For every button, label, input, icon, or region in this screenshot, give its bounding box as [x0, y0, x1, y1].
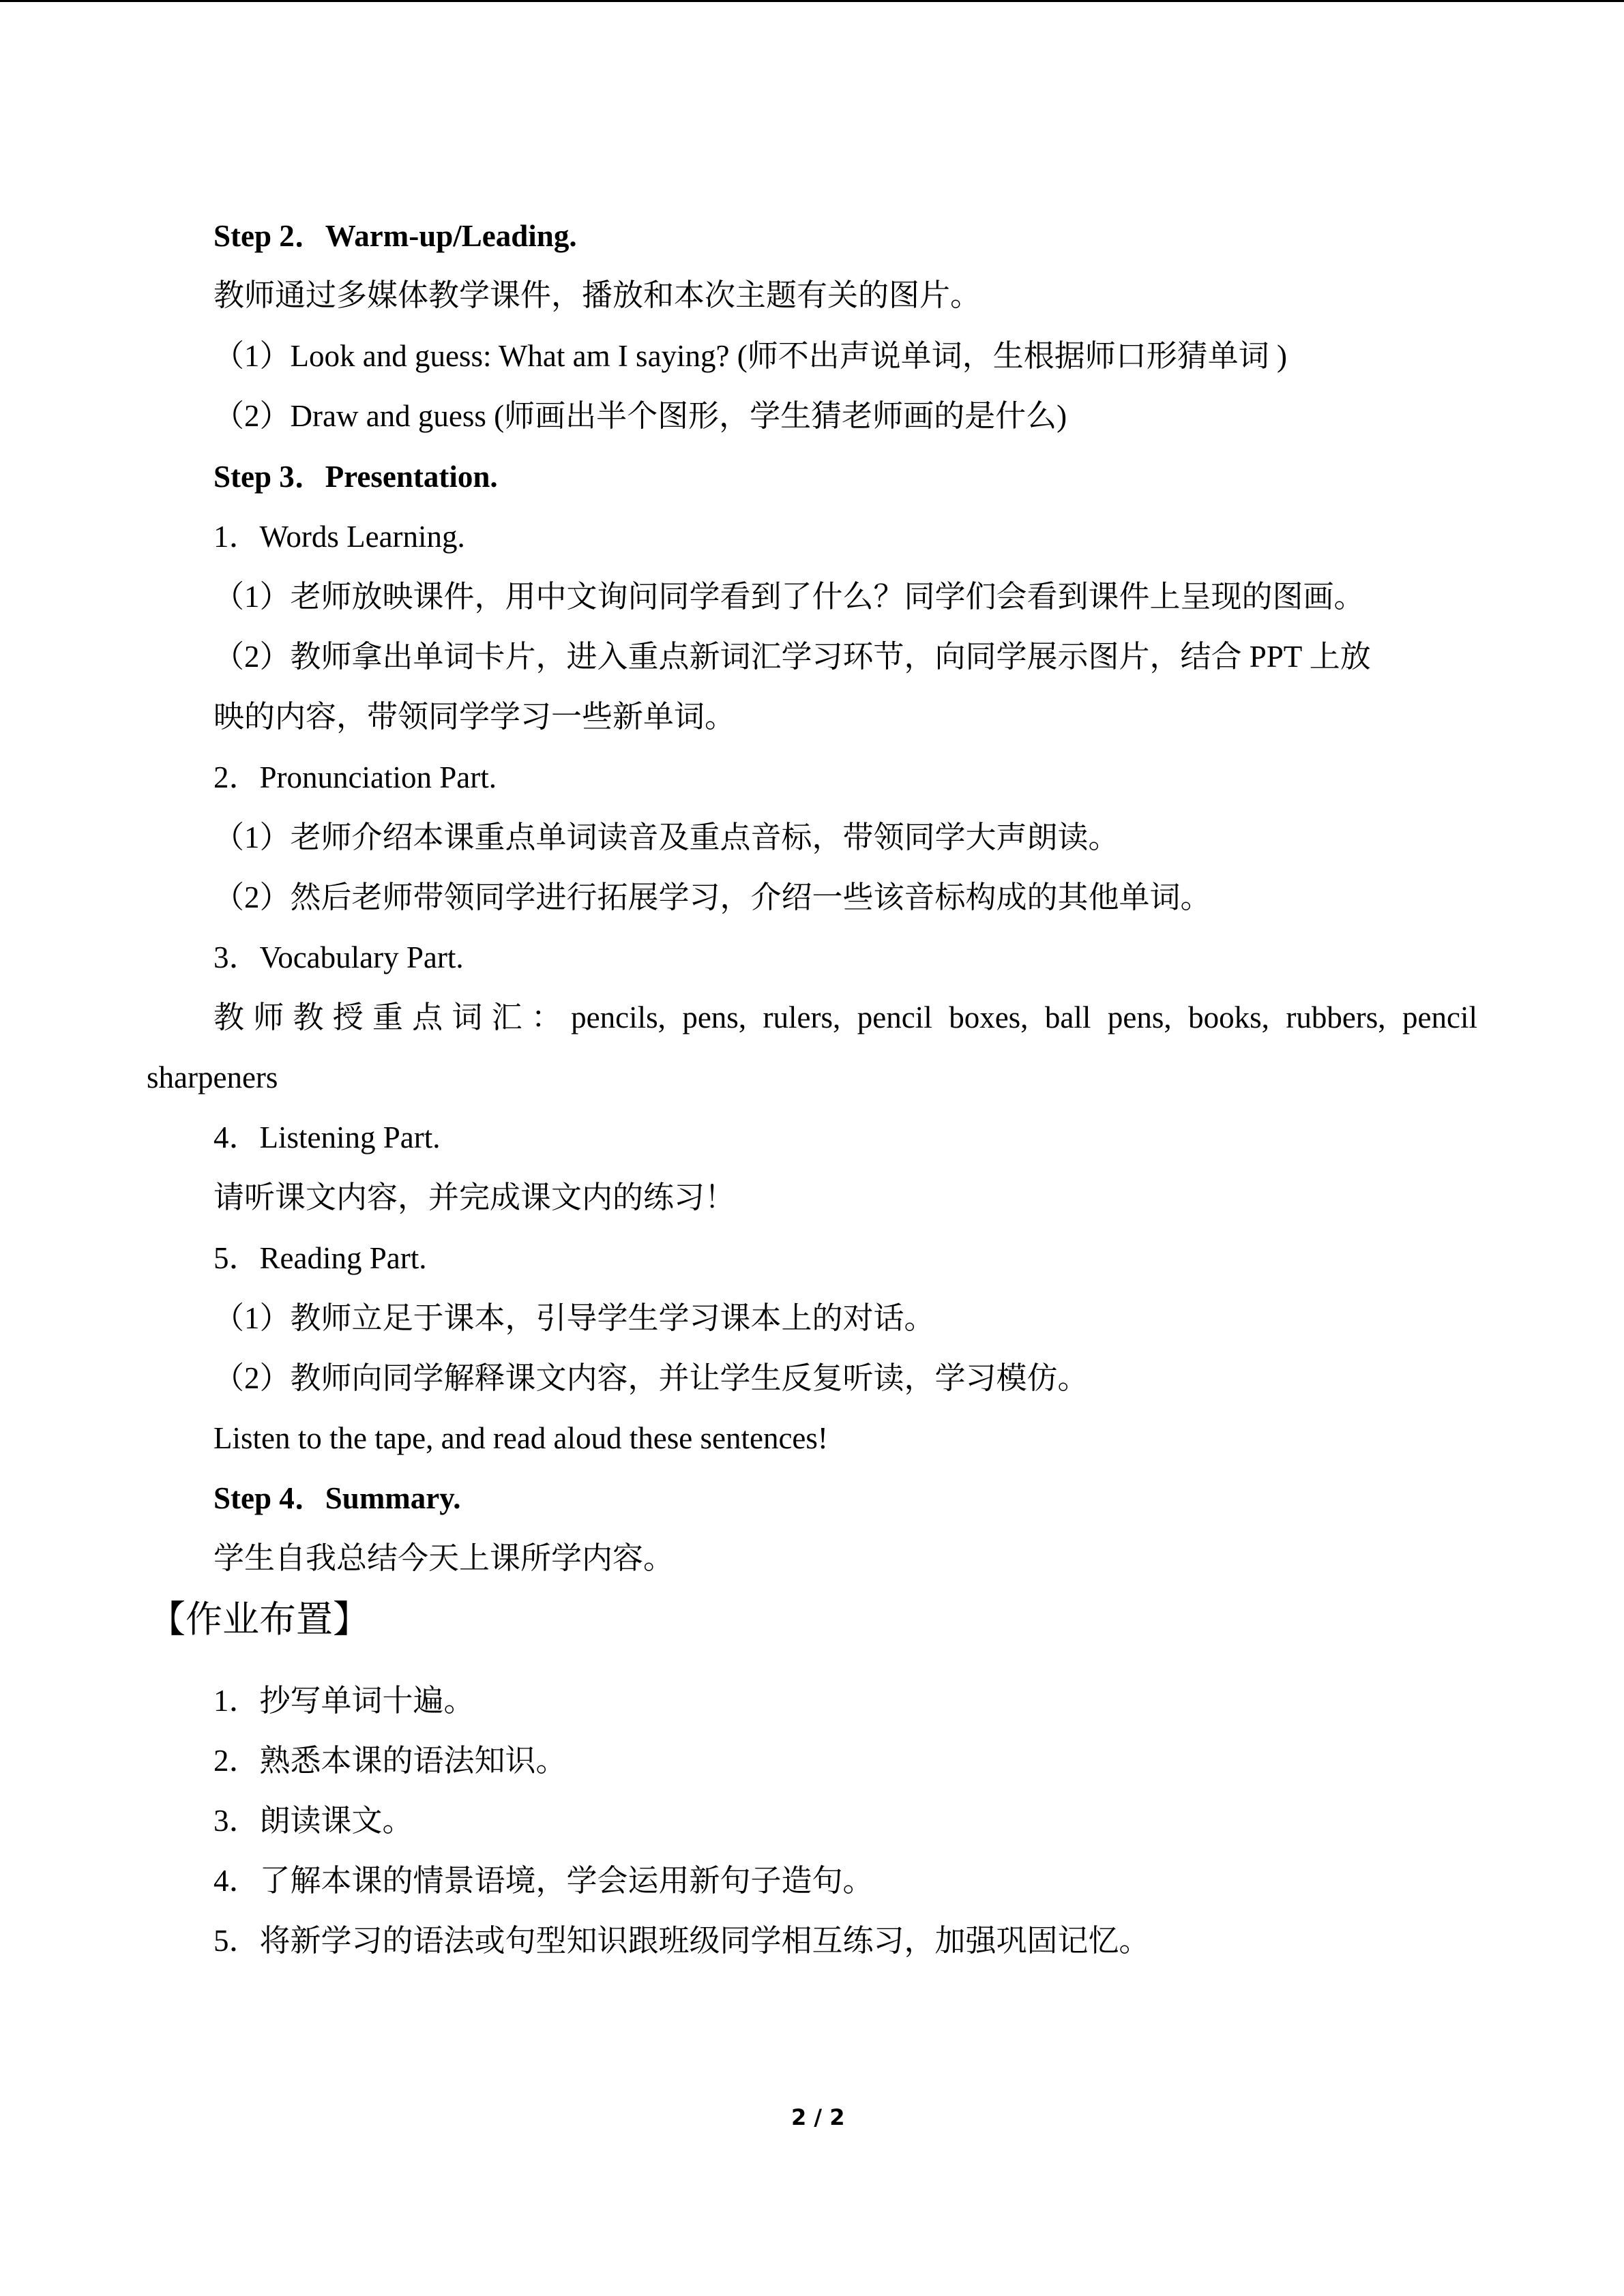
- page-number: 2 / 2: [791, 2104, 845, 2130]
- paragraph-line: 学生自我总结今天上课所学内容。: [213, 1541, 675, 1575]
- paragraph-line: （2）教师向同学解释课文内容，并让学生反复听读，学习模仿。: [213, 1361, 1089, 1395]
- subsection-heading: 1．Words Learning.: [213, 520, 465, 554]
- homework-item: 1．抄写单词十遍。: [213, 1684, 475, 1718]
- subsection-heading: 3．Vocabulary Part.: [213, 940, 464, 974]
- paragraph-line: （1）教师立足于课本，引导学生学习课本上的对话。: [213, 1301, 935, 1335]
- paragraph-line: Listen to the tape, and read aloud these sentences!: [213, 1421, 828, 1455]
- homework-item: 2．熟悉本课的语法知识。: [213, 1744, 567, 1778]
- homework-item: 3．朗读课文。: [213, 1804, 413, 1838]
- step-3-heading: Step 3．Presentation.: [213, 460, 498, 494]
- vocabulary-line: 教师教授重点词汇：pencils, pens, rulers, pencil boxes, ball pens, books, rubbers, pencil: [213, 1000, 1477, 1034]
- paragraph-line: （1）老师介绍本课重点单词读音及重点音标，带领同学大声朗读。: [213, 820, 1119, 854]
- paragraph-line: 请听课文内容，并完成课文内的练习！: [213, 1180, 736, 1214]
- paragraph-line: 映的内容，带领同学学习一些新单词。: [213, 700, 736, 734]
- paragraph-line: （2）然后老师带领同学进行拓展学习，介绍一些该音标构成的其他单词。: [213, 880, 1211, 914]
- homework-item: 5．将新学习的语法或句型知识跟班级同学相互练习，加强巩固记忆。: [213, 1924, 1150, 1958]
- subsection-heading: 2．Pronunciation Part.: [213, 760, 497, 794]
- paragraph-line: （2）Draw and guess (师画出半个图形，学生猜老师画的是什么): [213, 399, 1067, 433]
- paragraph-line: sharpeners: [147, 1060, 278, 1094]
- paragraph-line: （1）Look and guess: What am I saying? (师不出声说单词，生根据师口形猜单词 ): [213, 339, 1287, 373]
- step-4-heading: Step 4．Summary.: [213, 1481, 461, 1515]
- page-top-border: [0, 0, 1624, 2]
- paragraph-line: （2）教师拿出单词卡片，进入重点新词汇学习环节，向同学展示图片，结合 PPT 上放: [213, 640, 1371, 674]
- paragraph-line: 教师通过多媒体教学课件，播放和本次主题有关的图片。: [213, 278, 981, 312]
- homework-heading: 【作业布置】: [149, 1598, 370, 1641]
- subsection-heading: 5．Reading Part.: [213, 1241, 427, 1275]
- step-2-heading: Step 2．Warm-up/Leading.: [213, 219, 577, 253]
- paragraph-line: （1）老师放映课件，用中文询问同学看到了什么？同学们会看到课件上呈现的图画。: [213, 580, 1365, 614]
- subsection-heading: 4．Listening Part.: [213, 1120, 441, 1154]
- homework-item: 4．了解本课的情景语境，学会运用新句子造句。: [213, 1864, 874, 1898]
